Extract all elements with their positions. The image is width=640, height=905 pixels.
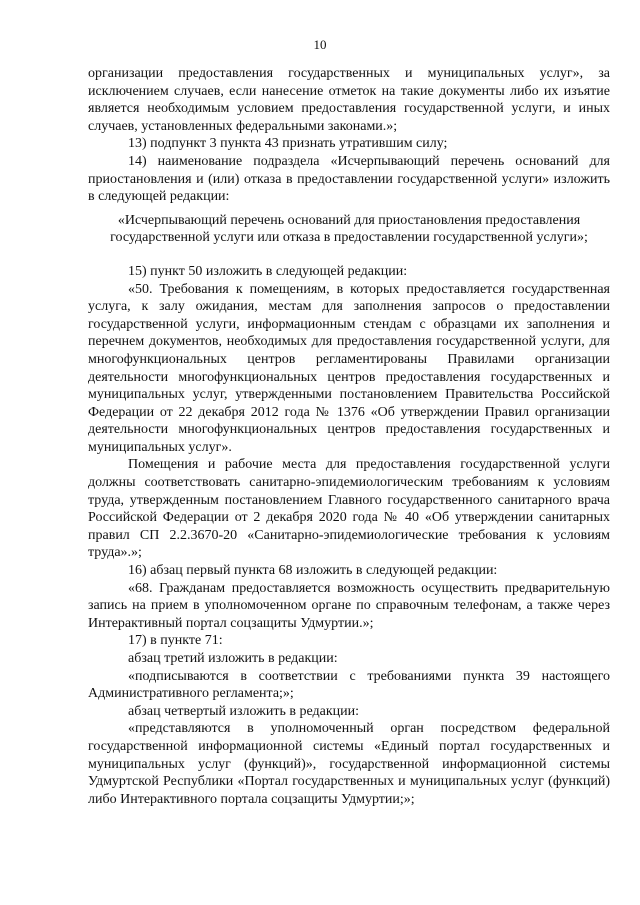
- paragraph-item-17: 17) в пункте 71:: [128, 633, 223, 649]
- blank-line: [88, 247, 610, 263]
- paragraph-continuation: организации предоставления государственных и муниципальных услуг», за исключением случаев, если нанесение отметок на такие документы либо их изъятие является необходимым условием предоставления государственной услуги, и иных случаев, установленных федеральными законами.»;: [88, 66, 610, 134]
- paragraph-premises: Помещения и рабочие места для предоставления государственной услуги должны соответствовать санитарно-эпидемиологическим требованиям к условиям труда, утвержденным постановлением Главного государственного санитарного врача Российской Федерации от 2 декабря 2020 года № 40 «Об утверждении санитарных правил СП 2.2.3670-20 «Санитарно-эпидемиологические требования к условиям труда».»;: [88, 457, 610, 561]
- paragraph-point-50: «50. Требования к помещениям, в которых предоставляется государственная услуга, к залу ожидания, местам для заполнения запросов о предоставлении государственной услуги, информационным стендам с образцами их заполнения и перечнем документов, необходимых для предоставления государственной услуги, для многофункциональных центров регламентированы Правилами организации деятельности многофункциональных центров предоставления государственных и муниципальных услуг, утвержденными постановлением Правительства Российской Федерации от 22 декабря 2012 года № 1376 «Об утверждении Правил организации деятельности многофункциональных центров предоставления государственных и муниципальных услуг».: [88, 281, 610, 455]
- document-body: [88, 65, 610, 808]
- paragraph-third-abzac: абзац третий изложить в редакции:: [128, 651, 338, 666]
- page-number: 10: [313, 37, 327, 52]
- subsection-title-quote: «Исчерпывающий перечень оснований для приостановления предоставления государственной услуги или отказа в предоставлении государственной услуги»;: [110, 212, 588, 246]
- paragraph-item-14: 14) наименование подраздела «Исчерпывающий перечень оснований для приостановления и (или) отказа в предоставлении государственной услуги» изложить в следующей редакции:: [88, 153, 610, 205]
- paragraph-point-68: «68. Гражданам предоставляется возможность осуществить предварительную запись на прием в уполномоченном органе по справочным телефонам, а также через Интерактивный портал соцзащиты Удмуртии.»;: [88, 580, 610, 631]
- paragraph-item-16: 16) абзац первый пункта 68 изложить в следующей редакции:: [128, 563, 498, 579]
- paragraph-item-13: 13) подпункт 3 пункта 43 признать утратившим силу;: [128, 136, 448, 152]
- paragraph-item-15: 15) пункт 50 изложить в следующей редакции:: [128, 263, 408, 279]
- paragraph-fourth-abzac: абзац четвертый изложить в редакции:: [128, 703, 359, 719]
- paragraph-fourth-abzac-text: «представляются в уполномоченный орган посредством федеральной государственной информационной системы «Единый портал государственных и муниципальных услуг (функций)», государственной информационной системы Удмуртской Республики «Портал государственных и муниципальных услуг (функций) либо Интерактивного портала соцзащиты Удмуртии;»;: [88, 721, 610, 807]
- paragraph-third-abzac-text: «подписываются в соответствии с требованиями пункта 39 настоящего Административного регламента;»;: [88, 668, 610, 702]
